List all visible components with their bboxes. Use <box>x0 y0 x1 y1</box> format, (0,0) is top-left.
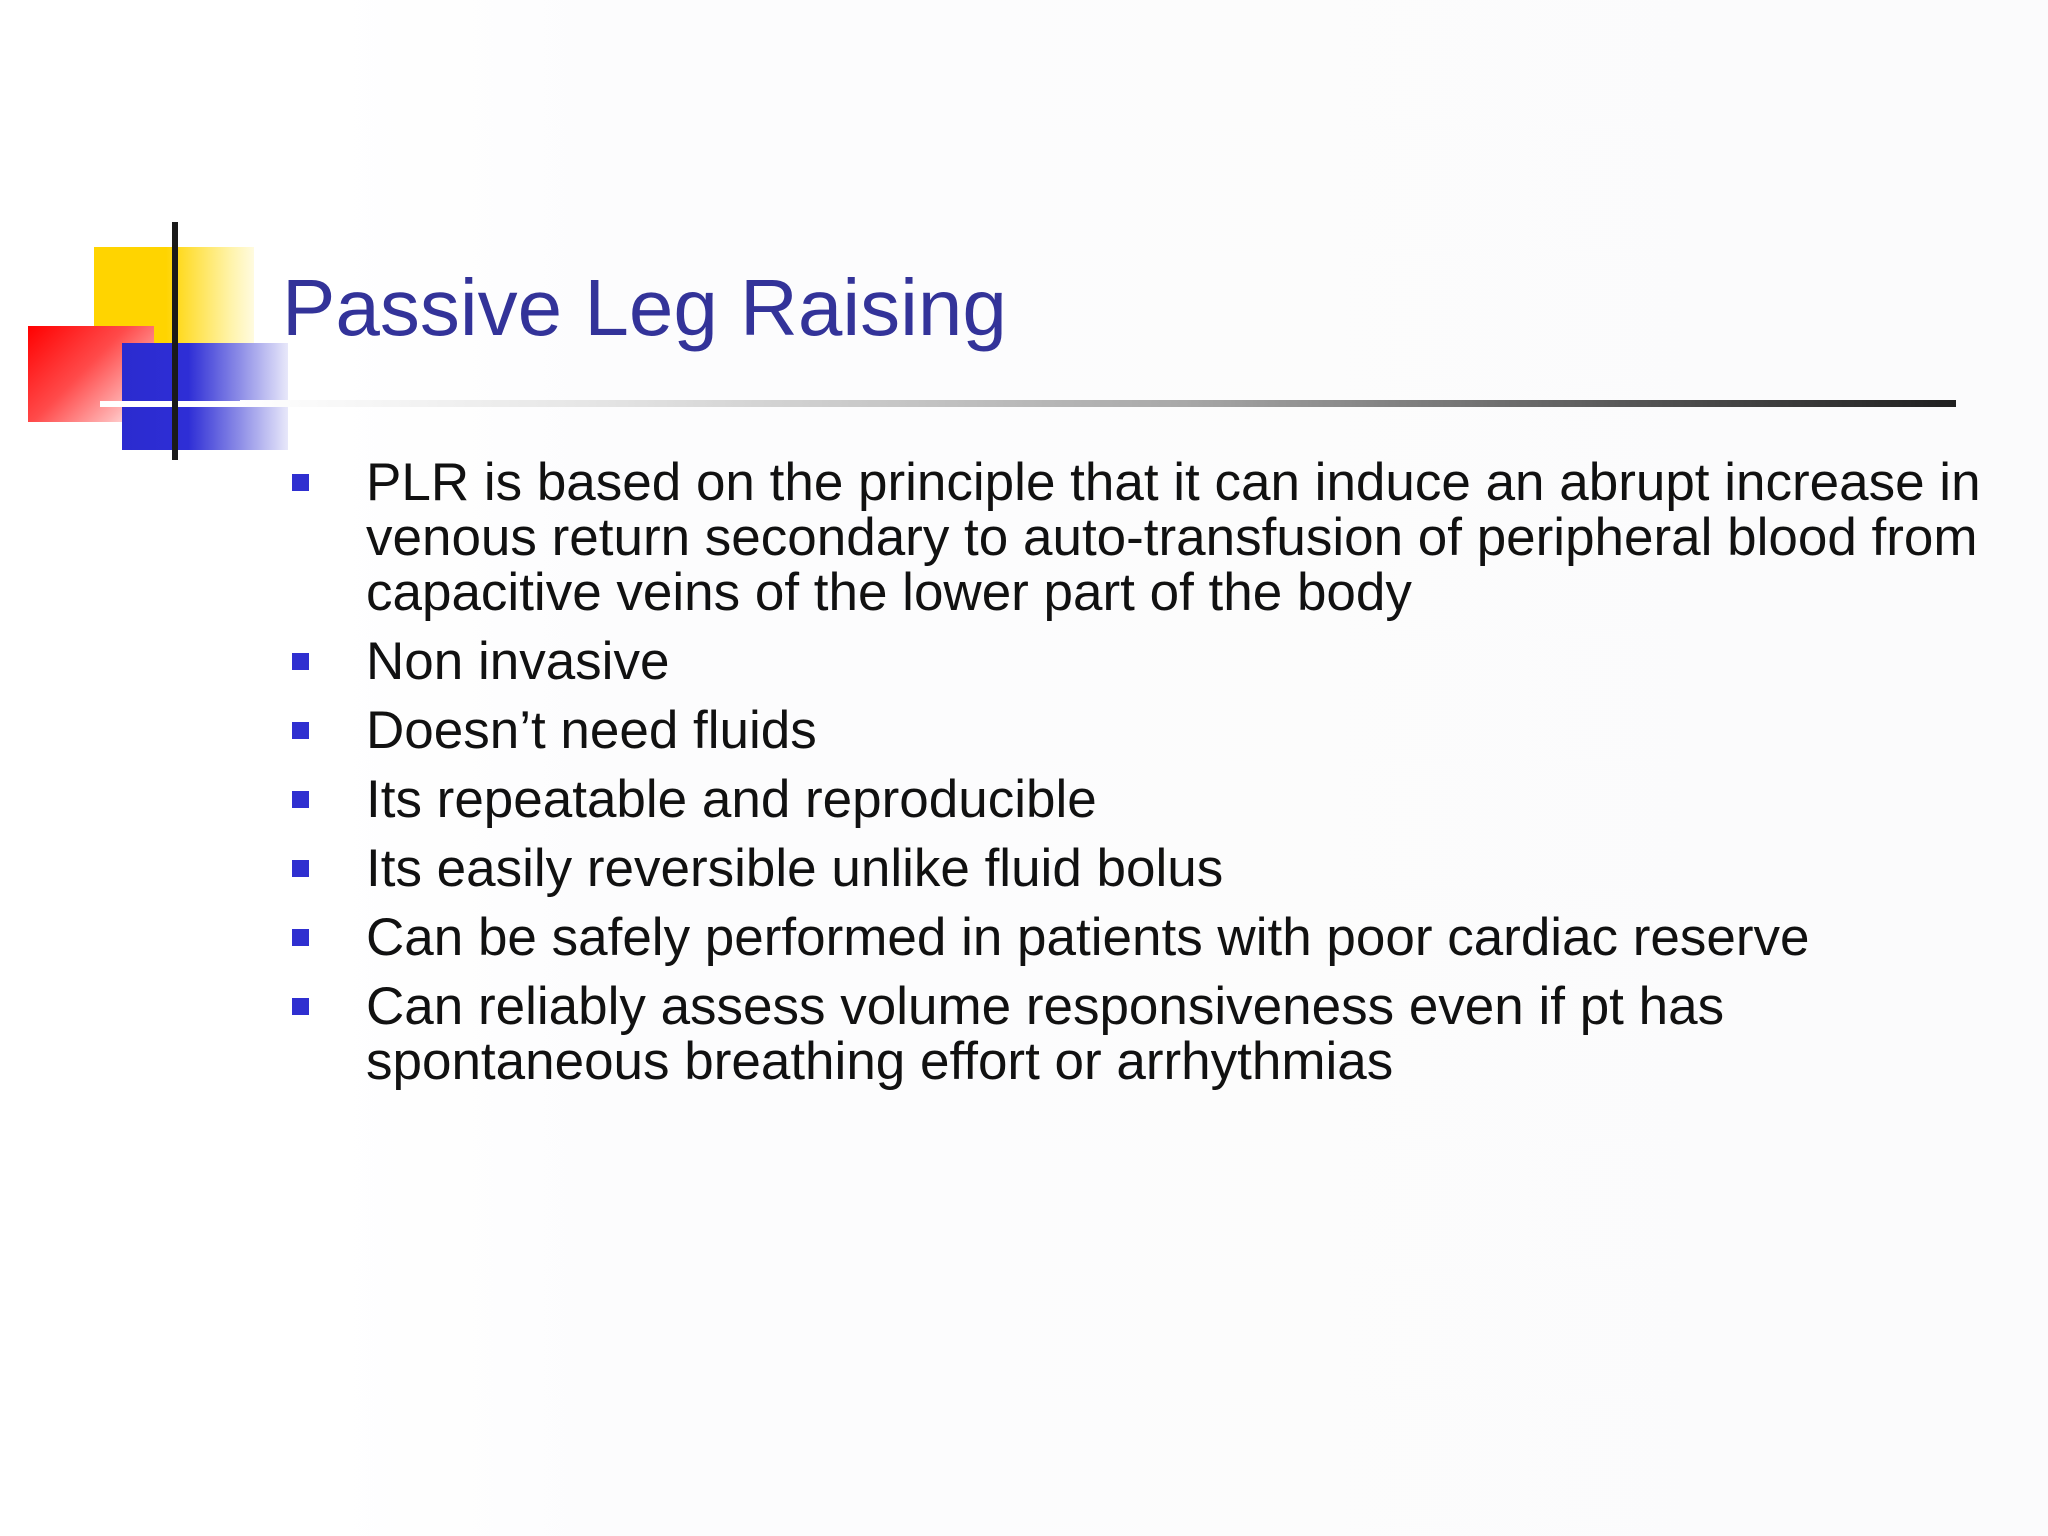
bullet-text: Can reliably assess volume responsiveness even if pt has spontaneous breathing effort or arrhythmias <box>366 977 1725 1091</box>
bullet-text: PLR is based on the principle that it can induce an abrupt increase in venous return secondary to auto-transfusion of peripheral blood from capacitive veins of the lower part of the body <box>366 453 1981 622</box>
bullet-item <box>288 634 1988 689</box>
bullet-item <box>288 455 1988 620</box>
bullet-item <box>288 841 1988 896</box>
bullet-text: Its repeatable and reproducible <box>366 770 1097 829</box>
blue-square-decoration <box>122 343 288 450</box>
slide-title: Passive Leg Raising <box>282 263 1007 352</box>
title-underline-rule <box>240 400 1956 407</box>
bullet-list <box>288 455 1988 1103</box>
vertical-line-decoration <box>172 222 178 460</box>
bullet-item <box>288 703 1988 758</box>
bullet-text: Its easily reversible unlike fluid bolus <box>366 839 1224 898</box>
square-bullet-icon <box>292 722 309 739</box>
bullet-text: Doesn’t need fluids <box>366 701 817 760</box>
square-bullet-icon <box>292 929 309 946</box>
square-bullet-icon <box>292 791 309 808</box>
square-bullet-icon <box>292 860 309 877</box>
bullet-item <box>288 979 1988 1089</box>
bullet-item <box>288 910 1988 965</box>
square-bullet-icon <box>292 653 309 670</box>
square-bullet-icon <box>292 474 309 491</box>
bullet-item <box>288 772 1988 827</box>
bullet-text: Non invasive <box>366 632 670 691</box>
bullet-text: Can be safely performed in patients with poor cardiac reserve <box>366 908 1810 967</box>
square-bullet-icon <box>292 998 309 1015</box>
